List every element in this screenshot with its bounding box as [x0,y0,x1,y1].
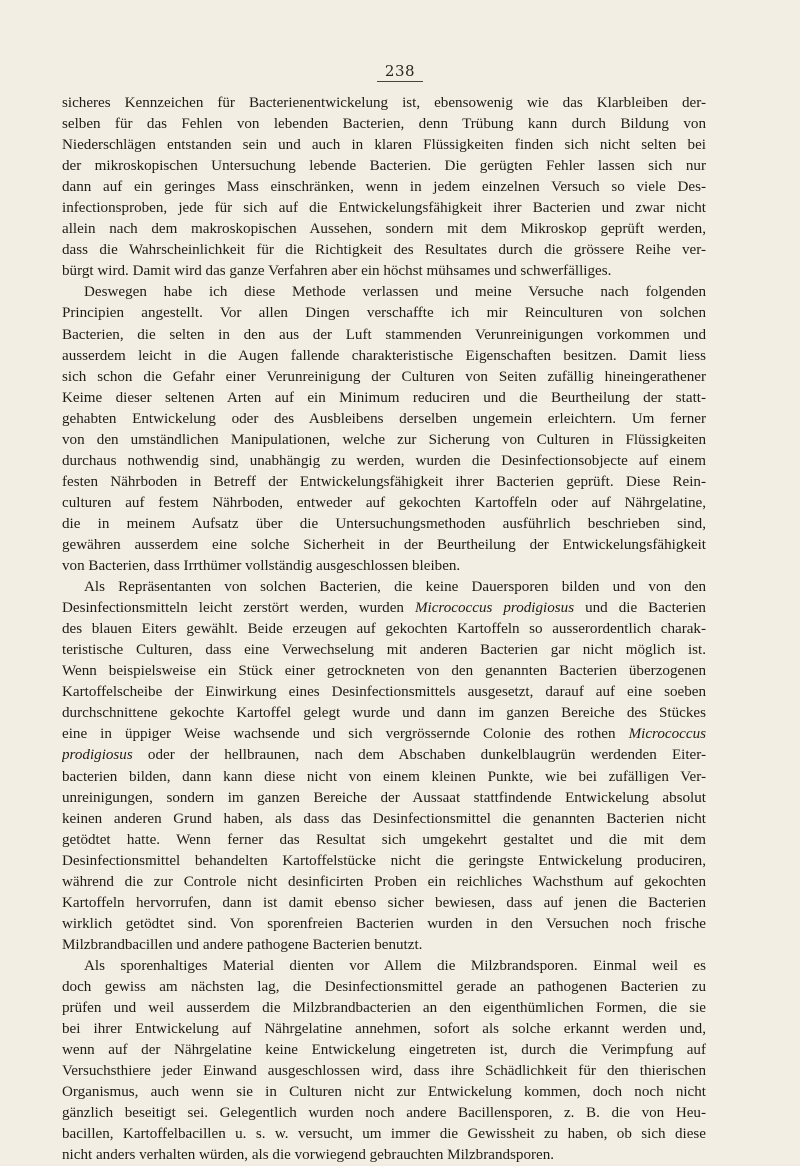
text-run: bacterien bilden, dann kann diese nicht von einem kleinen Punkte, wie bei zufälligen Ver- [62,768,706,785]
text-run: doch gewiss am nächsten lag, die Desinfectionsmittel gerade an pathogenen Bacterien zu [62,978,706,995]
text-line [62,451,706,472]
text-run: allein nach dem makroskopischen Aussehen, sondern mit dem Mikroskop geprüft werden, [62,221,706,238]
text-run: bei ihrer Entwickelung auf Nährgelatine annehmen, sofort als solche erkannt werden und, [62,1021,706,1038]
text-line [62,598,706,619]
text-line [62,619,706,640]
text-line [62,745,706,766]
text-run: Kartoffeln hervorrufen, dann ist damit ebenso sicher bewiesen, dass auf jenen die Bacterien [62,894,706,911]
text-line [62,788,706,809]
text-run: infectionsproben, jede für sich auf die Entwickelungsfähigkeit ihrer Bacterien und zwar nicht [62,200,706,217]
text-line [62,346,706,367]
text-line [62,1061,706,1082]
text-run: eine in üppiger Weise wachsende und sich vergrössernde Colonie des rothen [62,726,629,743]
text-run: Milzbrandbacillen und andere pathogene Bacterien benutzt. [62,936,423,953]
text-run: oder der hellbraunen, nach dem Abschaben dunkelblaugrün werdenden Eiter- [132,747,706,764]
text-line [62,1124,706,1145]
text-line [62,514,706,535]
text-line [62,177,706,198]
text-run: dass die Wahrscheinlichkeit für die Richtigkeit des Resultates durch die grössere Reihe ver- [62,242,706,259]
text-line [62,556,706,577]
text-line [62,767,706,788]
text-run: ausserdem leicht in die Augen fallende charakteristische Eigenschaften besitzen. Damit liess [62,347,706,364]
text-line [62,956,706,977]
text-line [62,661,706,682]
text-run: die in meinem Aufsatz über die Untersuchungsmethoden ausführlich beschrieben sind, [62,515,706,532]
text-run: gehabten Entwickelung oder des Ausbleibens derselben ungemein erleichtern. Um ferner [62,410,706,427]
text-run: Principien angestellt. Vor allen Dingen verschaffte ich mir Reinculturen von solchen [62,305,706,322]
text-run: keinen anderen Grund haben, als dass das Desinfectionsmittel die genannten Bacterien nicht [62,810,706,827]
text-run: sicheres Kennzeichen für Bacterienentwickelung ist, ebensowenig wie das Klarbleiben der- [62,95,706,111]
text-line [62,430,706,451]
text-run: festen Nährboden in Betreff der Entwickelungsfähigkeit ihrer Bacterien geprüft. Diese Rein- [62,473,706,490]
text-line [62,851,706,872]
text-line [62,240,706,261]
text-line [62,198,706,219]
page-number-rule [377,81,423,82]
text-line [62,261,706,282]
text-run: selben für das Fehlen von lebenden Bacterien, denn Trübung kann durch Bildung von [62,116,706,133]
text-run: Wenn beispielsweise ein Stück einer getrockneten von den genannten Bacterien überzogenen [62,663,706,680]
text-run: Als sporenhaltiges Material dienten vor Allem die Milzbrandsporen. Einmal weil es [84,957,706,974]
page-number [0,62,800,82]
text-line [62,409,706,430]
text-run: während die zur Controle nicht desinficirten Proben ein reichliches Wachsthum auf gekochten [62,873,706,890]
text-line [62,1103,706,1124]
text-run: gewähren ausserdem eine solche Sicherheit in der Beurtheilung der Entwickelungsfähigkeit [62,536,706,553]
text-line [62,1145,706,1166]
text-line [62,388,706,409]
text-run: Desinfectionsmitteln leicht zerstört werden, wurden [62,600,415,617]
text-run: durchaus nothwendig sind, unabhängig zu werden, wurden die Desinfectionsobjecte auf einem [62,452,706,469]
text-run: Keime dieser seltenen Arten auf ein Minimum reduciren und die Beurtheilung der statt- [62,389,706,406]
text-run: gänzlich beseitigt sei. Gelegentlich wurden noch andere Bacillensporen, z. B. die von Heu- [62,1105,706,1122]
text-line [62,114,706,135]
text-line [62,977,706,998]
text-line [62,682,706,703]
text-run: Kartoffelscheibe der Einwirkung eines Desinfectionsmittels ausgesetzt, darauf auf eine soeben [62,684,706,701]
text-line [62,914,706,935]
text-run: Desinfectionsmittel behandelten Kartoffelstücke nicht die geringste Entwickelung produciren, [62,852,706,869]
body-text [62,93,706,1166]
text-line [62,282,706,303]
text-line [62,1082,706,1103]
text-line [62,893,706,914]
text-line [62,325,706,346]
text-run: culturen auf festem Nährboden, entweder auf gekochten Kartoffeln oder auf Nährgelatine, [62,494,706,511]
text-run: Als Repräsentanten von solchen Bacterien, die keine Dauersporen bilden und von den [84,579,706,596]
text-run: dann auf ein geringes Mass einschränken, wenn in jedem einzelnen Versuch so viele Des- [62,179,706,196]
text-line [62,156,706,177]
italic-term: Micrococcus prodigiosus [414,600,575,617]
text-run: getödtet hatte. Wenn ferner das Resultat sich umgekehrt gestaltet und die mit dem [62,831,706,848]
text-line [62,830,706,851]
text-line [62,1040,706,1061]
text-run: bürgt wird. Damit wird das ganze Verfahren aber ein höchst mühsames und schwerfälliges. [62,263,612,280]
text-run: der mikroskopischen Untersuchung lebende Bacterien. Die gerügten Fehler lassen sich nur [62,158,706,175]
text-run: Organismus, auch wenn sie in Culturen nicht zur Entwickelung kommen, doch noch nicht [62,1084,706,1101]
text-run: des blauen Eiters gewählt. Beide erzeugen auf gekochten Kartoffeln so ausserordentlich charak- [62,621,706,638]
text-run: von den umständlichen Manipulationen, welche zur Sicherung von Culturen in Flüssigkeiten [62,431,706,448]
text-line [62,809,706,830]
text-run: unreinigungen, sondern im ganzen Bereiche der Aussaat stattfindende Entwickelung absolut [62,789,706,806]
text-line [62,472,706,493]
text-line [62,998,706,1019]
page-number-text: 238 [384,62,416,80]
text-run: Bacterien, die selten in den aus der Luft stammenden Verunreinigungen vorkommen und [62,326,706,343]
text-line [62,303,706,324]
text-line [62,577,706,598]
text-run: nicht anders verhalten würden, als die vorwiegend gebrauchten Milzbrandsporen. [62,1147,555,1164]
text-line [62,935,706,956]
text-run: wirklich getödtet sind. Von sporenfreien Bacterien wurden in den Versuchen noch frische [62,915,706,932]
text-run: teristische Culturen, dass eine Verwechselung mit anderen Bacterien gar nicht möglich ist. [62,642,706,659]
text-line [62,135,706,156]
text-run: und die Bacterien [574,600,706,617]
text-line [62,493,706,514]
text-run: bacillen, Kartoffelbacillen u. s. w. versucht, um immer die Gewissheit zu haben, ob sich diese [62,1126,706,1143]
text-line [62,219,706,240]
text-line [62,640,706,661]
text-run: wenn auf der Nährgelatine keine Entwickelung eingetreten ist, durch die Verimpfung auf [62,1042,706,1059]
text-line [62,367,706,388]
text-line [62,703,706,724]
text-run: Niederschlägen entstanden sein und auch in klaren Flüssigkeiten finden sich nicht selten bei [62,137,706,154]
text-run: sich schon die Gefahr einer Verunreinigung der Culturen von Seiten zufällig hineingerathener [62,368,706,385]
text-run: von Bacterien, dass Irrthümer vollständig ausgeschlossen bleiben. [62,558,461,575]
text-line [62,872,706,893]
text-run: durchschnittene gekochte Kartoffel gelegt wurde und dann im ganzen Bereiche des Stückes [62,705,706,722]
text-line [62,535,706,556]
italic-term: prodigiosus [62,747,133,764]
text-line [62,93,706,114]
text-line [62,724,706,745]
text-line [62,1019,706,1040]
text-run: Versuchsthiere jeder Einwand ausgeschlossen wird, dass ihre Schädlichkeit für den thierischen [62,1063,706,1080]
text-run: Deswegen habe ich diese Methode verlassen und meine Versuche nach folgenden [84,284,706,301]
italic-term: Micrococcus [628,726,706,743]
text-run: prüfen und weil ausserdem die Milzbrandbacterien an den eigenthümlichen Formen, die sie [62,1000,706,1017]
